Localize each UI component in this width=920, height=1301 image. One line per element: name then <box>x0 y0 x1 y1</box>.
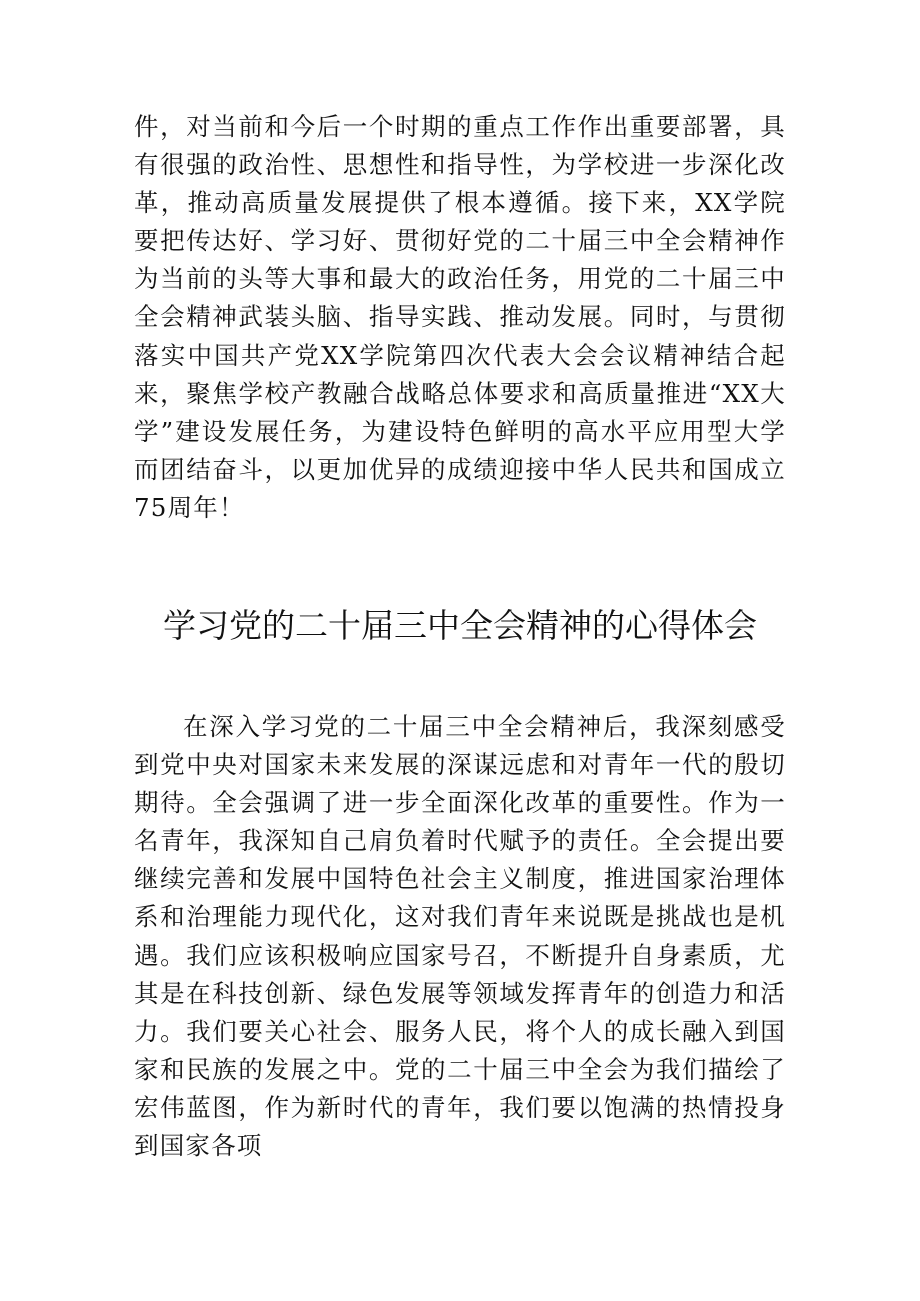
body-paragraph-continued: 件，对当前和今后一个时期的重点工作作出重要部署，具有很强的政治性、思想性和指导性，为学校进一步深化改革，推动高质量发展提供了根本遵循。接下来，XX学院要把传达好、学习好、贯彻好党的二十届三中全会精神作为当前的头等大事和最大的政治任务，用党的二十届三中全会精神武装头脑、指导实践、推动发展。同时，与贯彻落实中国共产党XX学院第四次代表大会会议精神结合起来，聚焦学校产教融合战略总体要求和高质量推进“XX大学”建设发展任务，为建设特色鲜明的高水平应用型大学而团结奋斗，以更加优异的成绩迎接中华人民共和国成立75周年！ <box>134 112 786 522</box>
section-title: 学习党的二十届三中全会精神的心得体会 <box>163 606 757 645</box>
body-paragraph: 在深入学习党的二十届三中全会精神后，我深刻感受到党中央对国家未来发展的深谋远虑和对青年一代的殷切期待。全会强调了进一步全面深化改革的重要性。作为一名青年，我深知自己肩负着时代赋予的责任。全会提出要继续完善和发展中国特色社会主义制度，推进国家治理体系和治理能力现代化，这对我们青年来说既是挑战也是机遇。我们应该积极响应国家号召，不断提升自身素质，尤其是在科技创新、绿色发展等领域发挥青年的创造力和活力。我们要关心社会、服务人民，将个人的成长融入到国家和民族的发展之中。党的二十届三中全会为我们描绘了宏伟蓝图，作为新时代的青年，我们要以饱满的热情投身到国家各项 <box>134 712 786 1161</box>
